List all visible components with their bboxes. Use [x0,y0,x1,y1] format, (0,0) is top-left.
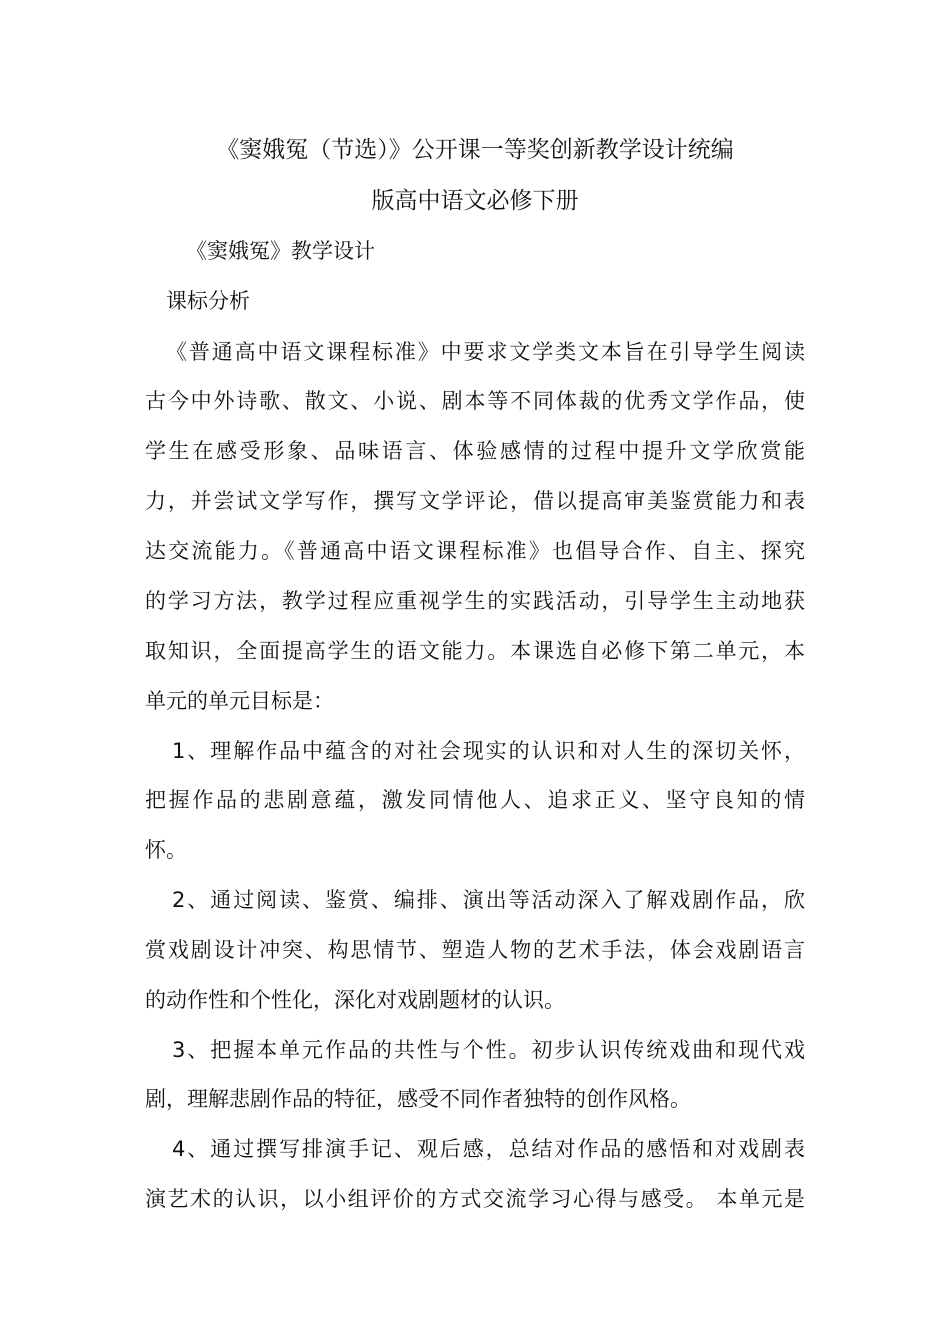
goal-line: 怀。 [145,838,187,862]
goal-line: 把握作品的悲剧意蕴，激发同情他人、追求正义、坚守良知的情 [145,788,805,812]
paragraph-line: 《普通高中语文课程标准》中要求文学类文本旨在引导学生阅读 [166,340,805,364]
goal-line: 演艺术的认识，以小组评价的方式交流学习心得与感受。 本单元是 [145,1187,805,1211]
goal-line: 的动作性和个性化，深化对戏剧题材的认识。 [145,988,565,1012]
goal-line: 赏戏剧设计冲突、构思情节、塑造人物的艺术手法，体会戏剧语言 [145,938,805,962]
paragraph-line: 达交流能力。《普通高中语文课程标准》也倡导合作、自主、探究 [145,539,805,563]
goal-line: 3、把握本单元作品的共性与个性。初步认识传统戏曲和现代戏 [172,1038,805,1062]
goal-line: 2、通过阅读、鉴赏、编排、演出等活动深入了解戏剧作品，欣 [172,888,805,912]
document-title-line-2: 版高中语文必修下册 [371,188,579,214]
document-title-line-1: 《窦娥冤（节选）》公开课一等奖创新教学设计统编 [216,137,734,163]
document-subtitle: 《窦娥冤》教学设计 [186,239,375,263]
goal-line: 1、理解作品中蕴含的对社会现实的认识和对人生的深切关怀， [172,739,805,763]
goal-line: 4、通过撰写排演手记、观后感，总结对作品的感悟和对戏剧表 [172,1137,805,1161]
section-heading: 课标分析 [166,289,250,313]
paragraph-line: 单元的单元目标是： [145,689,334,713]
paragraph-line: 古今中外诗歌、散文、小说、剧本等不同体裁的优秀文学作品，使 [145,389,805,413]
goal-line: 剧，理解悲剧作品的特征，感受不同作者独特的创作风格。 [145,1087,691,1111]
paragraph-line: 学生在感受形象、品味语言、体验感情的过程中提升文学欣赏能 [145,439,805,463]
paragraph-line: 力，并尝试文学写作，撰写文学评论，借以提高审美鉴赏能力和表 [145,489,805,513]
paragraph-line: 取知识，全面提高学生的语文能力。本课选自必修下第二单元，本 [145,639,805,663]
paragraph-line: 的学习方法，教学过程应重视学生的实践活动，引导学生主动地获 [145,589,805,613]
